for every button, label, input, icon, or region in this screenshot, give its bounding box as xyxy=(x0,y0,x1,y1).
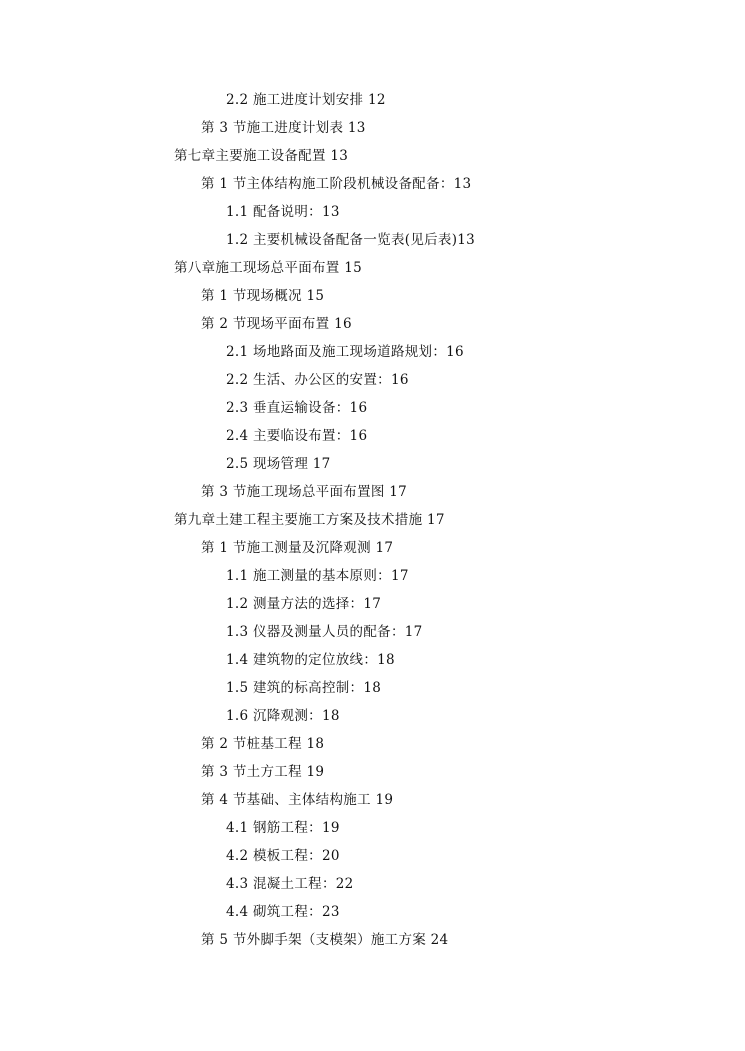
toc-entry: 1.2 主要机械设备配备一览表(见后表)13 xyxy=(226,232,476,248)
toc-entry: 2.4 主要临设布置：16 xyxy=(226,428,368,444)
toc-entry: 1.1 施工测量的基本原则：17 xyxy=(226,568,409,584)
toc-entry: 1.6 沉降观测：18 xyxy=(226,708,340,724)
toc-entry: 第 1 节现场概况 15 xyxy=(201,288,325,304)
toc-entry: 第 1 节主体结构施工阶段机械设备配备：13 xyxy=(201,176,472,192)
toc-entry: 2.1 场地路面及施工现场道路规划：16 xyxy=(226,344,464,360)
toc-entry: 第 3 节施工进度计划表 13 xyxy=(201,120,366,136)
toc-entry: 1.2 测量方法的选择：17 xyxy=(226,596,382,612)
toc-entry: 2.2 生活、办公区的安置：16 xyxy=(226,372,409,388)
toc-entry: 4.1 钢筋工程：19 xyxy=(226,820,340,836)
toc-chapter: 第九章土建工程主要施工方案及技术措施 17 xyxy=(174,512,445,528)
toc-entry: 2.2 施工进度计划安排 12 xyxy=(226,92,386,108)
toc-entry: 2.5 现场管理 17 xyxy=(226,456,331,472)
toc-entry: 1.1 配备说明：13 xyxy=(226,204,340,220)
toc-entry: 第 5 节外脚手架（支模架）施工方案 24 xyxy=(201,932,449,948)
toc-entry: 第 3 节施工现场总平面布置图 17 xyxy=(201,484,408,500)
toc-entry: 4.3 混凝土工程：22 xyxy=(226,876,354,892)
toc-entry: 第 2 节现场平面布置 16 xyxy=(201,316,352,332)
toc-entry: 4.4 砌筑工程：23 xyxy=(226,904,340,920)
toc-entry: 2.3 垂直运输设备：16 xyxy=(226,400,368,416)
toc-chapter: 第七章主要施工设备配置 13 xyxy=(174,148,349,164)
toc-entry: 1.3 仪器及测量人员的配备：17 xyxy=(226,624,423,640)
toc-entry: 第 2 节桩基工程 18 xyxy=(201,736,325,752)
toc-entry: 1.5 建筑的标高控制：18 xyxy=(226,680,382,696)
toc-entry: 第 3 节土方工程 19 xyxy=(201,764,325,780)
toc-chapter: 第八章施工现场总平面布置 15 xyxy=(174,260,362,276)
toc-entry: 1.4 建筑物的定位放线：18 xyxy=(226,652,395,668)
toc-entry: 第 4 节基础、主体结构施工 19 xyxy=(201,792,394,808)
toc-entry: 第 1 节施工测量及沉降观测 17 xyxy=(201,540,394,556)
toc-entry: 4.2 模板工程：20 xyxy=(226,848,340,864)
